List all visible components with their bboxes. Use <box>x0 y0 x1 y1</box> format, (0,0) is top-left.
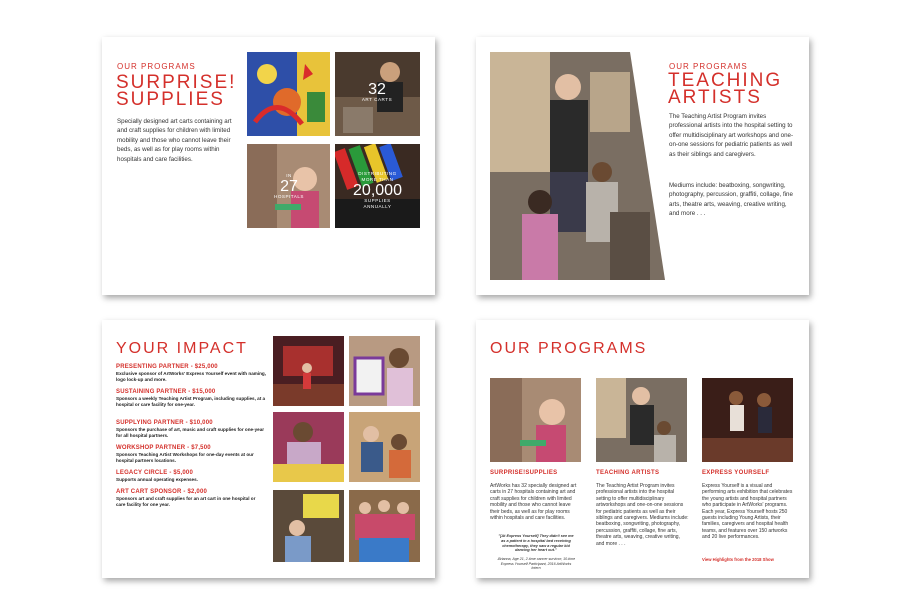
stat-art-carts-label: ART CARTS <box>361 97 393 102</box>
teaching-artists-image <box>596 378 687 462</box>
col2-text: The Teaching Artist Program invites professional artists into the hospital setting to offer multidisciplinary artworkshops and one-on-one sessions for pediatric patients as well as their siblings and caregivers. Mediums include: beatboxing, songwriting, photography, percussion, graffiti, collage, fine arts, theatre arts, weaving, creative writing, and more . . . <box>596 483 689 547</box>
tier-description: Exclusive sponsor of ArtWorks' Express Yourself event with naming, logo lock-up and more. <box>116 371 267 382</box>
stat-art-carts <box>357 82 397 103</box>
stage-performance-image <box>273 336 344 406</box>
stat-hospitals-label: HOSPITALS <box>274 194 304 199</box>
spread1-title-line1: SURPRISE! <box>116 72 237 93</box>
crayons-photo <box>335 144 420 228</box>
spread1-kicker: OUR PROGRAMS <box>117 62 196 71</box>
tier-description: Sponsors a weekly Teaching Artist Program, including supplies, at a hospital or care facility for one-year. <box>116 396 266 407</box>
group-photo-image <box>349 490 420 562</box>
col2-heading: TEACHING ARTISTS <box>596 470 660 476</box>
impact-photo-event <box>273 490 344 562</box>
painted-cart-illustration <box>247 52 330 136</box>
spread2-title-line1: TEACHING <box>668 70 783 91</box>
child-with-supplies-image <box>490 378 581 462</box>
art-carts-photo <box>335 52 420 136</box>
impact-photo-stage <box>273 336 344 406</box>
spread-your-impact <box>102 320 435 578</box>
spread2-title-line2: ARTISTS <box>668 87 762 108</box>
art-cart-photo <box>247 52 330 136</box>
workshop-image <box>349 412 420 482</box>
stat-hospitals-number: 27 <box>280 178 298 195</box>
bedside-art-image <box>273 412 344 482</box>
stat-supplies <box>340 171 415 210</box>
teaching-artist-scene-image <box>490 52 665 280</box>
stat-art-carts-number: 32 <box>368 81 386 98</box>
stat-hospitals-pre: IN <box>286 173 292 178</box>
col3-text: Express Yourself is a visual and performing arts exhibition that celebrates the young artists and hospital partners who participate in ArtWorks' programs. Each year, Express Yourself hosts 250 guests including Young Artists, their families, caregivers and hospital health teams, and features over 150 artworks and 20 live performances. <box>702 483 793 541</box>
event-sign-image <box>273 490 344 562</box>
col1-attribution: -Brianna, Age 21, 2-time cancer survivor; 10-time Express Yourself Participant, 2016 ArtWorks Intern <box>496 557 576 571</box>
stat-supplies-number: 20,000 <box>353 182 402 199</box>
stat-hospitals <box>272 173 306 200</box>
spread-teaching-artists <box>476 37 809 295</box>
tier-heading: SUPPLYING PARTNER - $10,000 <box>116 420 213 426</box>
tier-description: Supports annual operating expenses. <box>116 477 198 482</box>
tier-heading: SUSTAINING PARTNER - $15,000 <box>116 389 216 395</box>
tier-heading: WORKSHOP PARTNER - $7,500 <box>116 445 211 451</box>
col3-highlights-link[interactable]: View Highlights from the 2018 Show <box>702 557 774 562</box>
program-photo-teaching <box>596 378 687 462</box>
child-patient-photo <box>247 144 330 228</box>
col1-heading: SURPRISE!SUPPLIES <box>490 470 558 476</box>
tier-heading: PRESENTING PARTNER - $25,000 <box>116 364 218 370</box>
spread1-body: Specially designed art carts containing art and craft supplies for children with limited mobility and those who cannot leave their beds, as well as for play rooms within hospitals and care facilities. <box>117 118 232 163</box>
express-yourself-dancers-image <box>702 378 793 462</box>
col1-text: ArtWorks has 32 specially designed art carts in 27 hospitals containing art and craft supplies for children with limited mobility and those who cannot leave their beds, as well as for play rooms within hospitals and care facilities. <box>490 483 577 522</box>
teaching-artist-photo <box>490 52 665 280</box>
impact-title: YOUR IMPACT <box>116 340 248 357</box>
tier-heading: ART CART SPONSOR - $2,000 <box>116 489 208 495</box>
spread2-kicker: OUR PROGRAMS <box>669 62 748 71</box>
spread2-body1: The Teaching Artist Program invites professional artists into the hospital setting to offer multidisciplinary art workshops and one-on-one sessions for pediatric patients as well as their siblings and caregivers. <box>669 113 794 158</box>
tier-description: Sponsors Teaching Artist Workshops for one-day events at our hospital partners locations. <box>116 452 254 463</box>
spread1-title-line2: SUPPLIES <box>116 89 225 110</box>
impact-photo-workshop <box>349 412 420 482</box>
spread-surprise-supplies <box>102 37 435 295</box>
col3-heading: EXPRESS YOURSELF <box>702 470 770 476</box>
program-photo-express <box>702 378 793 462</box>
spread-our-programs <box>476 320 809 578</box>
col1-quote: "[At Express Yourself] They didn't see me as a patient in a hospital bed receiving chemotherapy, they saw a regular kid dancing her heart out." <box>498 534 574 553</box>
impact-photo-artwork <box>349 336 420 406</box>
tier-description: Sponsors the purchase of art, music and craft supplies for one-year for all hospital partners. <box>116 427 265 438</box>
tier-heading: LEGACY CIRCLE - $5,000 <box>116 470 193 476</box>
tier-description: Sponsors art and craft supplies for an art cart in one hospital or care facility for one year. <box>116 496 256 507</box>
stat-supplies-label: SUPPLIES ANNUALLY <box>363 198 392 209</box>
impact-photo-bedside <box>273 412 344 482</box>
stat-supplies-pre: DISTRIBUTING MORE THAN <box>358 171 397 182</box>
impact-photo-group <box>349 490 420 562</box>
spread2-body2: Mediums include: beatboxing, songwriting, photography, percussion, graffiti, collage, fine arts, theatre arts, weaving, creative writing, and more . . . <box>669 182 793 218</box>
girl-with-artwork-image <box>349 336 420 406</box>
programs-title: OUR PROGRAMS <box>490 340 648 357</box>
program-photo-supplies <box>490 378 581 462</box>
